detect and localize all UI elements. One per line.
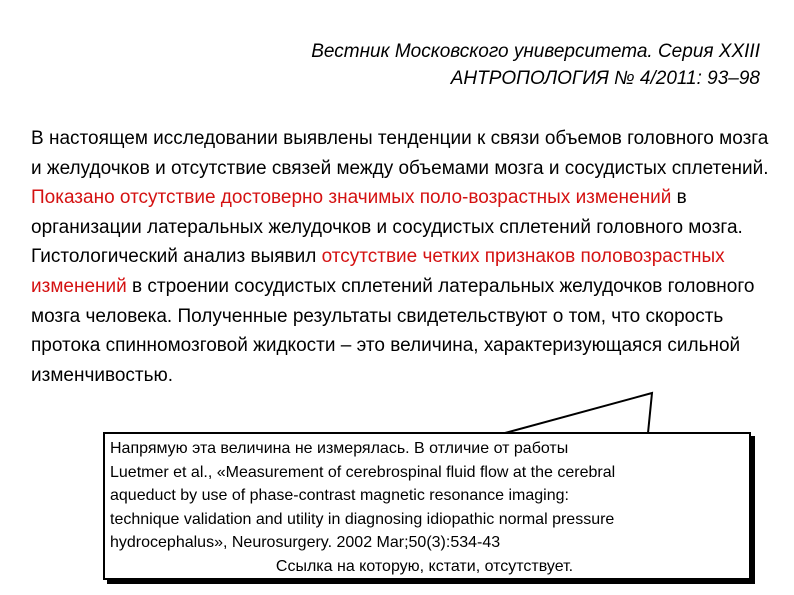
callout-line-1: Напрямую эта величина не измерялась. В отличие от работы [110, 440, 569, 457]
callout-line-6: Ссылка на которую, кстати, отсутствует. [275, 557, 574, 575]
paragraph-part-5: в строении сосудистых сплетений латеральных желудочков головного мозга человека. Полученные результаты свидетельствуют о том, что скорость протока спинномозговой жидкости – это величина, характеризующаяся сильной изменчивостью. [31, 275, 755, 386]
highlight-no-sex-age-changes: Показано отсутствие достоверно значимых поло-возрастных изменений [31, 187, 672, 209]
highlight-no-clear-signs: отсутствие четких признаков половозрастных изменений [31, 246, 725, 297]
callout-line-3: aqueduct by use of phase-contrast magnetic resonance imaging: [110, 487, 569, 504]
paragraph-part-1: В настоящем исследовании выявлены тенденции к связи объемов головного мозга и желудочков и отсутствие связей между объемами мозга и сосудистых сплетений. [31, 128, 769, 179]
callout-line-5: hydrocephalus», Neurosurgery. 2002 Mar;50(3):534-43 [110, 534, 501, 551]
journal-issue: АНТРОПОЛОГИЯ № 4/2011: 93–98 [450, 68, 760, 89]
callout-box [103, 432, 751, 580]
callout-line-2: Luetmer et al., «Measurement of cerebrospinal fluid flow at the cerebral [110, 463, 616, 481]
callout-line-4: technique validation and utility in diagnosing idiopathic normal pressure [110, 510, 615, 528]
journal-title: Вестник Московского университета. Серия XXIII [311, 41, 760, 62]
paragraph-part-3: в организации латеральных желудочков и сосудистых сплетений головного мозга. Гистологический анализ выявил [31, 187, 743, 268]
